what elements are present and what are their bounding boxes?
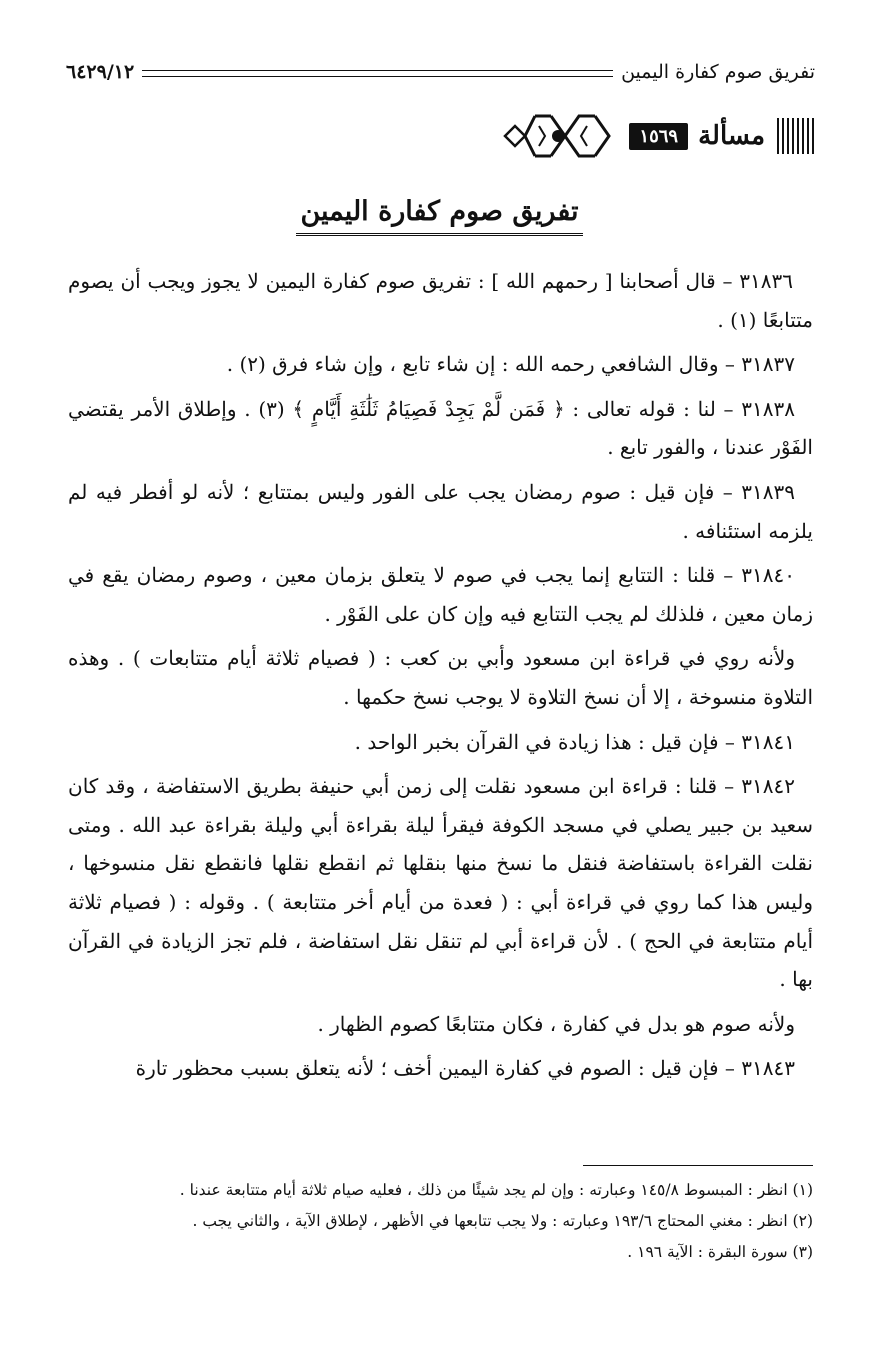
footnote: (٢) انظر : مغني المحتاج ١٩٣/٦ وعبارته : ولا يجب تتابعها في الأظهر ، لإطلاق الآية ، والثاني يجب . [192, 1212, 813, 1230]
striped-bar-ornament [777, 118, 815, 154]
chapter-heading [0, 192, 879, 236]
paragraph: ٣١٨٤٣ – فإن قيل : الصوم في كفارة اليمين أخف ؛ لأنه يتعلق بسبب محظور تارة [135, 1056, 795, 1081]
chapter-title: تفريق صوم كفارة اليمين [296, 192, 582, 236]
paragraph: ولأنه روي في قراءة ابن مسعود وأبي بن كعب : ( فصيام ثلاثة أيام متتابعات ) . وهذه التلاوة منسوخة ، إلا أن نسخ التلاوة لا يوجب نسخ حكمها . [68, 646, 813, 709]
paragraph: ٣١٨٤١ – فإن قيل : هذا زيادة في القرآن بخبر الواحد . [354, 729, 795, 754]
footnote-divider [583, 1165, 813, 1166]
running-title: تفريق صوم كفارة اليمين [621, 61, 815, 83]
masala-banner [475, 110, 815, 162]
page-reference: ٦٤٢٩/١٢ [66, 61, 135, 83]
paragraph: ٣١٨٤٢ – قلنا : قراءة ابن مسعود نقلت إلى زمن أبي حنيفة بطريق الاستفاضة ، وقد كان سعيد بن جبير يصلي في مسجد الكوفة فيقرأ ليلة بقراءة أبي وليلة بقراءة عبد الله . ومتى نقلت القراءة باستفاضة فنقل ما نسخ منها بنقلها ثم انقطع نقلها فانقطع نقل منسوخها ، وليس هذا كما روي في قراءة أبي : ( فعدة من أيام أخر متتابعة ) . وقوله : ( فصيام ثلاثة أيام متتابعة في الحج ) . لأن قراءة أبي لم تنقل نقل استفاضة ، فلم تجز الزيادة في القرآن بها . [68, 774, 813, 992]
header-rule [142, 70, 613, 77]
running-header [66, 52, 815, 92]
paragraph: ٣١٨٣٩ – فإن قيل : صوم رمضان يجب على الفور وليس بمتتابع ؛ لأنه لو أفطر فيه لم يلزمه استئنافه . [68, 479, 813, 543]
masala-number: ١٥٦٩ [629, 123, 688, 150]
paragraph: ٣١٨٣٨ – لنا : قوله تعالى : ﴿ فَمَن لَّمْ يَجِدْ فَصِيَامُ ثَلَٰثَةِ أَيَّامٍ ﴾ (٣) . وإطلاق الأمر يقتضي الفَوْر عندنا ، والفور تابع . [68, 396, 813, 460]
paragraph: ٣١٨٣٧ – وقال الشافعي رحمه الله : إن شاء تابع ، وإن شاء فرق (٢) . [226, 352, 795, 377]
footnote: (١) انظر : المبسوط ١٤٥/٨ وعبارته : وإن لم يجد شيئًا من ذلك ، فعليه صيام ثلاثة أيام متتابعة عندنا . [179, 1181, 813, 1199]
paragraph: ٣١٨٣٦ – قال أصحابنا [ رحمهم الله ] : تفريق صوم كفارة اليمين لا يجوز ويجب أن يصوم متتابعًا (١) . [68, 269, 813, 332]
footnote: (٣) سورة البقرة : الآية ١٩٦ . [627, 1243, 813, 1261]
knot-ornament-icon [499, 110, 617, 162]
main-text [68, 262, 813, 1094]
masala-label: مسألة [698, 121, 765, 151]
paragraph: ٣١٨٤٠ – قلنا : التتابع إنما يجب في صوم لا يتعلق بزمان معين ، وصوم رمضان يقع في زمان معين ، فلذلك لم يجب التتابع فيه وإن كان على الفَوْر . [68, 563, 813, 626]
paragraph: ولأنه صوم هو بدل في كفارة ، فكان متتابعًا كصوم الظهار . [317, 1011, 795, 1036]
footnotes [68, 1175, 813, 1268]
